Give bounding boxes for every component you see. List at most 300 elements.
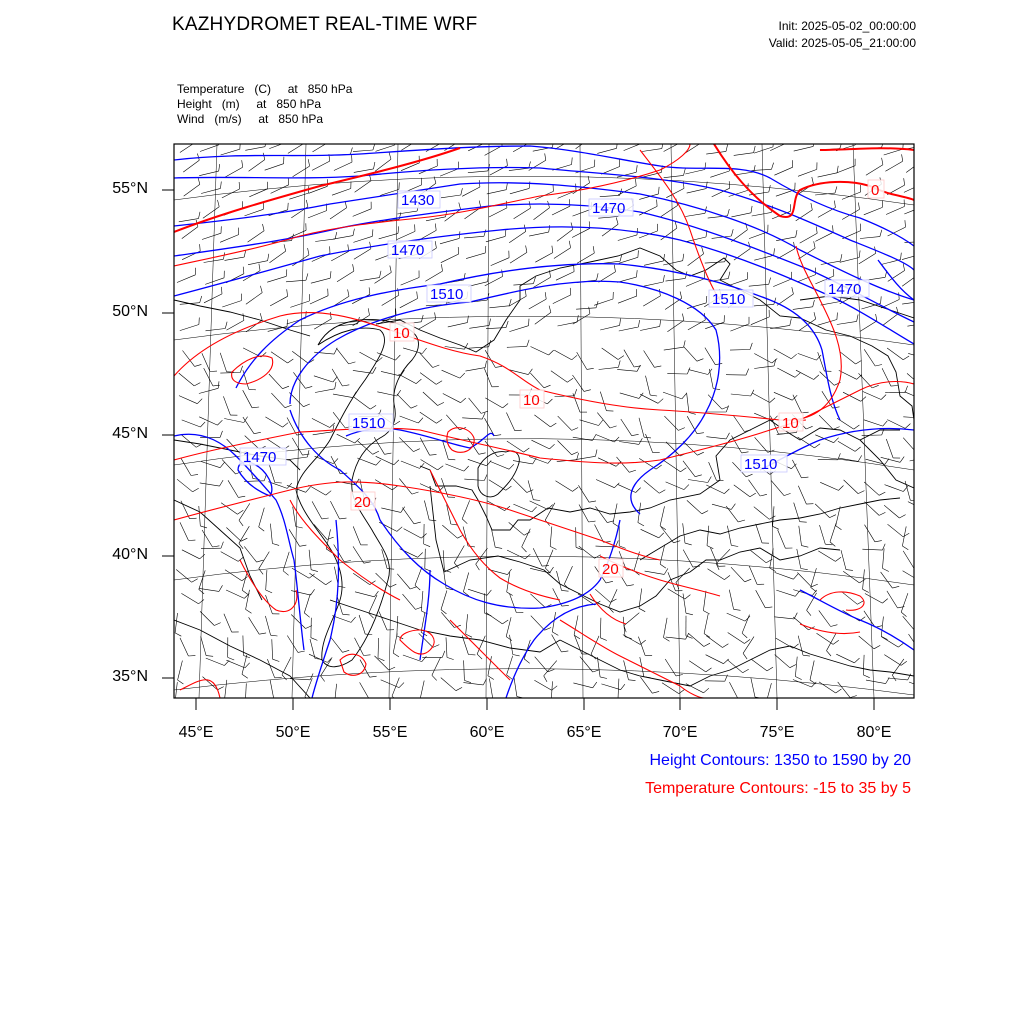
wind-barb xyxy=(838,441,855,451)
wind-barb-feather xyxy=(892,675,896,681)
wind-barb-feather xyxy=(657,200,658,207)
wind-barb-feather xyxy=(835,557,841,561)
wind-barb xyxy=(291,591,311,596)
wind-barb-feather xyxy=(882,428,884,435)
wind-barb-feather xyxy=(920,649,927,651)
wind-barb xyxy=(513,461,533,464)
wind-barb-feather xyxy=(415,585,420,590)
wind-barb xyxy=(552,206,570,215)
wind-barb xyxy=(400,299,418,308)
wind-barb xyxy=(709,462,717,480)
wind-barb xyxy=(752,393,770,403)
wind-barb xyxy=(819,415,833,429)
wind-barb-feather xyxy=(447,657,454,659)
wind-barb xyxy=(908,353,927,359)
wind-barb xyxy=(734,153,754,156)
wind-barb xyxy=(793,395,802,413)
wind-barb xyxy=(796,370,814,379)
wind-barb xyxy=(354,169,374,173)
wind-barb xyxy=(733,415,744,432)
wind-barb xyxy=(706,655,724,664)
wind-barb xyxy=(432,657,441,675)
wind-barb xyxy=(446,637,447,657)
wind-barb xyxy=(609,589,617,607)
wind-barb-feather xyxy=(830,542,835,547)
wind-barb-feather xyxy=(392,486,398,490)
wind-barb xyxy=(289,529,300,546)
wind-barb xyxy=(506,413,514,431)
wind-barb xyxy=(509,296,526,306)
wind-barb xyxy=(535,312,551,324)
wind-barb-feather xyxy=(920,577,926,581)
wind-barb xyxy=(514,677,517,697)
wind-barb-feather xyxy=(572,158,573,165)
wind-barb-feather xyxy=(839,486,844,491)
wind-barb-feather xyxy=(882,599,887,604)
wind-barb xyxy=(462,418,482,419)
wind-barb xyxy=(623,635,640,645)
wind-barb xyxy=(619,442,639,445)
wind-barb xyxy=(423,392,438,406)
wind-barb xyxy=(330,208,347,219)
wind-barb-feather xyxy=(223,252,224,259)
wind-barb-feather xyxy=(398,288,399,295)
wind-barb-feather xyxy=(308,159,309,166)
wind-barb-feather xyxy=(792,287,794,294)
wind-barb xyxy=(573,209,592,216)
wind-barb xyxy=(354,249,371,260)
wind-barb xyxy=(756,590,766,608)
wind-barb-feather xyxy=(462,519,467,524)
wind-barb xyxy=(270,524,272,544)
wind-barb xyxy=(683,523,685,543)
wind-barb-feather xyxy=(373,451,379,454)
lon-label-75: 75°E xyxy=(759,724,795,741)
wind-barb-feather xyxy=(533,500,540,501)
wind-barb xyxy=(596,435,615,443)
wind-barb xyxy=(243,390,252,408)
wind-barb-feather xyxy=(743,669,749,672)
wind-barb xyxy=(259,552,270,569)
wind-barb-feather xyxy=(217,420,222,425)
wind-barb xyxy=(795,657,797,677)
wind-barb-feather xyxy=(524,659,530,663)
wind-barb xyxy=(442,525,457,538)
wind-barb-feather xyxy=(225,700,231,703)
wind-barb-feather xyxy=(708,477,712,483)
wind-barb xyxy=(774,617,794,619)
wind-barb-feather xyxy=(746,369,749,376)
wind-barb xyxy=(731,213,751,217)
wind-barb xyxy=(576,308,596,309)
wind-barb-feather xyxy=(638,320,639,327)
wind-barb-feather xyxy=(228,657,235,660)
wind-barb xyxy=(775,655,790,668)
wind-barb-feather xyxy=(841,254,842,261)
wind-barb-feather xyxy=(442,135,443,142)
wind-barb-feather xyxy=(550,567,554,573)
wind-barb-feather xyxy=(927,316,928,323)
wind-barb-feather xyxy=(813,140,814,147)
wind-barb-feather xyxy=(687,368,690,375)
wind-barb xyxy=(270,251,286,263)
wind-barb xyxy=(754,147,773,153)
wind-barb-feather xyxy=(239,182,240,189)
wind-barb xyxy=(886,439,893,458)
wind-barb xyxy=(661,527,673,543)
wind-barb-feather xyxy=(728,272,730,279)
wind-barb xyxy=(489,306,509,308)
wind-barb-feather xyxy=(562,605,569,606)
wind-barb xyxy=(863,392,881,400)
wind-barb xyxy=(510,635,513,655)
wind-barb xyxy=(179,396,197,404)
wind-barb-feather xyxy=(750,493,756,497)
wind-barb xyxy=(330,501,339,519)
wind-barb xyxy=(810,661,814,681)
wind-barb-feather xyxy=(286,269,287,276)
wind-barb xyxy=(381,680,399,688)
wind-barb xyxy=(353,546,364,563)
wind-barb-feather xyxy=(552,686,558,690)
wind-barb xyxy=(644,261,664,265)
wind-barb-feather xyxy=(340,518,347,519)
wind-barb-feather xyxy=(326,581,332,585)
wind-barb-feather xyxy=(830,515,836,518)
wind-barb-feather xyxy=(704,688,709,693)
wind-barb xyxy=(510,252,527,263)
wind-barb-feather xyxy=(811,584,817,587)
wind-barb xyxy=(556,481,573,492)
wind-barb-feather xyxy=(242,674,248,678)
wind-barb-feather xyxy=(252,407,259,408)
wind-barb-feather xyxy=(370,699,377,700)
wind-barb xyxy=(223,396,230,415)
wind-barb xyxy=(332,369,342,386)
wind-barb-feather xyxy=(858,455,862,461)
wind-barb xyxy=(283,552,289,571)
wind-barb xyxy=(336,348,348,364)
wind-barb-feather xyxy=(350,148,352,155)
wind-barb xyxy=(288,457,308,460)
wind-barb xyxy=(381,371,401,376)
wind-barb-feather xyxy=(836,689,842,693)
wind-barb-feather xyxy=(552,632,558,636)
wind-barb xyxy=(239,526,249,543)
wind-barb-feather xyxy=(387,569,394,570)
wind-barb-feather xyxy=(416,607,423,609)
wind-barb-feather xyxy=(344,561,351,562)
wind-barb-feather xyxy=(438,466,444,470)
wind-barb-feather xyxy=(922,177,923,184)
wind-barb-feather xyxy=(879,492,885,495)
wind-barb xyxy=(397,574,410,589)
wind-barb-feather xyxy=(901,612,906,617)
wind-barb xyxy=(337,271,354,282)
wind-barb xyxy=(292,351,308,363)
wind-barb xyxy=(462,500,470,519)
wind-barb-feather xyxy=(335,704,341,707)
wind-barb-feather xyxy=(620,319,621,326)
wind-barb xyxy=(225,167,242,177)
wind-barb-feather xyxy=(322,518,329,519)
wind-barb-feather xyxy=(502,270,503,277)
wind-barb xyxy=(797,275,816,282)
field-height: Height (m) at 850 hPa xyxy=(177,97,322,111)
lon-label-60: 60°E xyxy=(469,724,505,741)
wind-barb-feather xyxy=(422,656,427,661)
wind-barb xyxy=(486,236,505,241)
wind-barb-feather xyxy=(459,203,461,210)
wind-barb-feather xyxy=(614,265,615,272)
wind-barb xyxy=(645,571,665,574)
wind-barb xyxy=(403,594,416,609)
wind-barb xyxy=(397,211,417,214)
wind-barb-feather xyxy=(288,359,294,363)
wind-barb-feather xyxy=(311,638,318,641)
wind-barb-feather xyxy=(549,350,554,355)
wind-barb xyxy=(242,655,247,674)
wind-barb xyxy=(201,462,220,468)
wind-barb-feather xyxy=(902,154,903,161)
wind-barb-feather xyxy=(221,542,223,549)
wind-barb-feather xyxy=(438,402,444,405)
wind-barb-feather xyxy=(370,405,376,409)
wind-barb-feather xyxy=(863,589,869,592)
wind-barb xyxy=(882,368,891,386)
wind-barb-feather xyxy=(477,654,482,659)
wind-barb-feather xyxy=(724,575,730,579)
wind-barb-feather xyxy=(305,386,312,388)
wind-barb-feather xyxy=(485,246,486,253)
border-china xyxy=(860,440,914,488)
wind-barb-feather xyxy=(220,480,224,486)
wind-barb xyxy=(907,323,927,326)
temp-label-10-a: 10 xyxy=(393,325,410,342)
wind-barb xyxy=(292,568,309,578)
wind-barb xyxy=(376,456,394,465)
wind-barb-feather xyxy=(916,629,923,631)
wind-barb xyxy=(441,612,454,627)
wind-barb xyxy=(800,233,818,243)
wind-barb-feather xyxy=(484,230,486,237)
wind-barb xyxy=(819,610,831,626)
wind-barb-feather xyxy=(321,676,325,682)
wind-barb xyxy=(509,326,528,332)
wind-barb-feather xyxy=(858,203,859,210)
wind-barb-feather xyxy=(495,366,502,367)
wind-barb xyxy=(811,568,817,587)
wind-barb-feather xyxy=(506,486,512,490)
wind-barb xyxy=(774,392,792,400)
wind-barb xyxy=(664,347,684,350)
wind-barb-feather xyxy=(353,229,354,236)
wind-barb-feather xyxy=(390,266,392,273)
wind-barb xyxy=(178,661,183,680)
wind-barb xyxy=(663,392,682,399)
wind-barb xyxy=(332,189,351,196)
wind-barb xyxy=(333,236,353,240)
wind-barb-feather xyxy=(237,510,243,514)
wind-barb xyxy=(731,230,747,242)
wind-barb xyxy=(773,506,774,526)
wind-barb xyxy=(466,614,468,634)
wind-barb-feather xyxy=(589,501,596,502)
wind-barb-feather xyxy=(420,700,426,704)
wind-barb xyxy=(754,366,774,369)
temperature-contours-legend: Temperature Contours: -15 to 35 by 5 xyxy=(645,780,911,797)
wind-barb-feather xyxy=(422,348,426,354)
wind-barb-feather xyxy=(900,457,904,463)
wind-barb xyxy=(729,590,733,610)
wind-barb xyxy=(638,637,645,656)
wind-barb-feather xyxy=(807,610,811,615)
wind-barb xyxy=(703,591,706,611)
wind-barb-feather xyxy=(435,312,436,319)
wind-barb xyxy=(199,506,201,526)
wind-barb-feather xyxy=(898,643,904,647)
wind-barb xyxy=(749,480,761,496)
wind-barb-feather xyxy=(702,247,704,254)
wind-barb xyxy=(727,526,731,546)
wind-barb xyxy=(249,160,265,172)
wind-barb-feather xyxy=(726,145,728,152)
wind-barb-feather xyxy=(793,574,798,579)
wind-barb-feather xyxy=(265,140,266,147)
wind-barb xyxy=(734,249,750,261)
wind-barb-feather xyxy=(803,655,810,656)
wind-barb xyxy=(597,148,616,153)
wind-barb-feather xyxy=(739,699,746,700)
init-time: Init: 2025-05-02_00:00:00 xyxy=(778,19,916,33)
wind-barb-feather xyxy=(632,434,639,435)
wind-barb-feather xyxy=(599,420,603,426)
wind-barb xyxy=(401,461,420,468)
wind-barb xyxy=(425,549,426,569)
wind-barb xyxy=(885,161,902,171)
wind-barb xyxy=(535,657,548,672)
height-label-1510-d: 1510 xyxy=(744,456,778,473)
wind-barb xyxy=(469,398,482,414)
wind-barb xyxy=(441,591,447,610)
wind-barb xyxy=(687,393,689,413)
wind-barb-feather xyxy=(680,135,681,142)
wind-barb-feather xyxy=(751,206,752,213)
wind-barb-feather xyxy=(596,450,598,457)
wind-barb-feather xyxy=(544,676,547,682)
wind-barb-feather xyxy=(194,383,200,386)
wind-barb xyxy=(312,418,330,427)
wind-barb xyxy=(314,524,327,539)
wind-barb-feather xyxy=(926,139,927,146)
wind-barb-feather xyxy=(652,691,659,693)
wind-barb xyxy=(487,190,507,194)
wind-barb xyxy=(706,151,726,154)
wind-barb xyxy=(182,550,200,559)
wind-barb xyxy=(510,188,529,193)
wind-barb-feather xyxy=(684,485,689,490)
wind-barb xyxy=(315,239,335,242)
wind-barb xyxy=(222,459,236,474)
wind-barb xyxy=(489,679,492,699)
wind-barb-feather xyxy=(526,246,527,253)
wind-barb-feather xyxy=(527,340,529,347)
wind-barb xyxy=(514,208,531,219)
wind-barb xyxy=(270,296,288,306)
wind-barb-feather xyxy=(550,546,556,549)
wind-barb xyxy=(706,437,726,439)
wind-barb-feather xyxy=(399,683,404,688)
wind-barb-feather xyxy=(214,623,220,626)
wind-barb-feather xyxy=(833,407,840,408)
wind-barb-feather xyxy=(343,614,350,615)
wind-barb xyxy=(424,501,429,520)
wind-barb-feather xyxy=(373,367,376,373)
wind-barb xyxy=(309,485,326,495)
wind-barb xyxy=(827,633,837,651)
wind-barb xyxy=(621,419,632,436)
wind-barb-feather xyxy=(850,696,857,698)
wind-barb-feather xyxy=(899,515,905,518)
wind-barb-feather xyxy=(765,607,772,608)
temp-contour-10 xyxy=(174,246,841,420)
wind-barb-feather xyxy=(875,365,882,367)
wind-barb xyxy=(180,325,199,331)
wind-barb xyxy=(379,233,398,238)
wind-barb xyxy=(513,504,531,512)
wind-barb-feather xyxy=(572,452,578,455)
wind-barb xyxy=(221,552,239,562)
wind-barb-feather xyxy=(659,187,660,194)
wind-barb xyxy=(420,412,437,423)
height-contour-1550-se xyxy=(420,570,430,660)
wind-barb xyxy=(687,416,697,434)
wind-barb xyxy=(644,480,659,493)
meridian-45 xyxy=(199,144,217,698)
wind-barb-feather xyxy=(282,675,287,680)
wind-barb xyxy=(179,219,199,222)
wind-barb xyxy=(644,282,664,286)
wind-barb xyxy=(689,661,706,672)
wind-barb-feather xyxy=(772,163,774,170)
wind-barb-feather xyxy=(697,452,703,455)
wind-barb-feather xyxy=(284,244,286,251)
wind-barb-feather xyxy=(881,296,882,303)
wind-barb-feather xyxy=(413,449,419,452)
wind-barb xyxy=(222,301,241,307)
wind-barb xyxy=(777,432,797,434)
wind-barb-feather xyxy=(369,287,370,294)
wind-barb xyxy=(751,678,755,698)
wind-barb xyxy=(201,188,220,193)
lat-label-35: 35°N xyxy=(112,668,148,685)
wind-barb xyxy=(551,371,567,382)
wind-barb xyxy=(485,398,502,408)
wind-barb xyxy=(374,437,384,454)
wind-barb-feather xyxy=(800,522,807,523)
wind-barb xyxy=(774,349,792,359)
wind-barb-feather xyxy=(197,399,202,404)
wind-barb-feather xyxy=(742,452,749,453)
wind-barb-feather xyxy=(846,570,853,571)
wind-barb-feather xyxy=(859,251,860,258)
wind-barb-feather xyxy=(200,296,202,303)
wind-barb xyxy=(864,349,875,366)
wind-barb xyxy=(259,508,265,527)
wind-barb xyxy=(425,271,442,281)
wind-barb-feather xyxy=(200,244,201,251)
wind-barb-feather xyxy=(195,364,202,366)
